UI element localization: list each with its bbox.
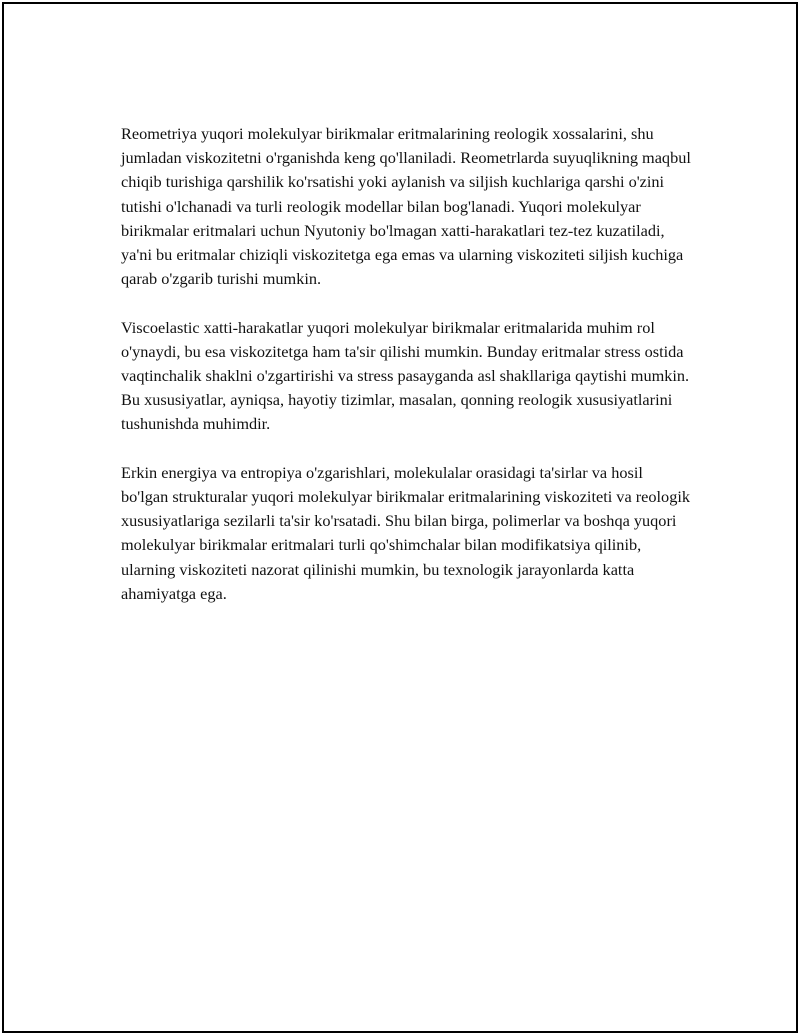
paragraph-1: Reometriya yuqori molekulyar birikmalar eritmalarining reologik xossalarini, shu jumladan viskozitetni o'rganishda keng qo'llaniladi. Reometrlarda suyuqlikning maqbul chiqib turishiga qarshilik ko'rsatishi yoki aylanish va siljish kuchlariga qarshi o'zini tutishi o'lchanadi va turli reologik modellar bilan bog'lanadi. Yuqori molekulyar birikmalar eritmalari uchun Nyutoniy bo'lmagan xatti-harakatlari tez-tez kuzatiladi, ya'ni bu eritmalar chiziqli viskozitetga ega emas va ularning viskoziteti siljish kuchiga qarab o'zgarib turishi mumkin. xyxy=(121,124,691,289)
document-body xyxy=(121,122,693,630)
page-frame xyxy=(2,2,798,1033)
paragraph-2: Viscoelastic xatti-harakatlar yuqori molekulyar birikmalar eritmalarida muhim rol o'ynaydi, bu esa viskozitetga ham ta'sir qilishi mumkin. Bunday eritmalar stress ostida vaqtinchalik shaklni o'zgartirishi va stress pasayganda asl shakllariga qaytishi mumkin. Bu xususiyatlar, ayniqsa, hayotiy tizimlar, masalan, qonning reologik xususiyatlarini tushunishda muhimdir. xyxy=(121,317,690,434)
paragraph-3: Erkin energiya va entropiya o'zgarishlari, molekulalar orasidagi ta'sirlar va hosil bo'lgan strukturalar yuqori molekulyar birikmalar eritmalarining viskoziteti va reologik xususiyatlariga sezilarli ta'sir ko'rsatadi. Shu bilan birga, polimerlar va boshqa yuqori molekulyar birikmalar eritmalari turli qo'shimchalar bilan modifikatsiya qilinib, ularning viskoziteti nazorat qilinishi mumkin, bu texnologik jarayonlarda katta ahamiyatga ega. xyxy=(121,462,691,603)
